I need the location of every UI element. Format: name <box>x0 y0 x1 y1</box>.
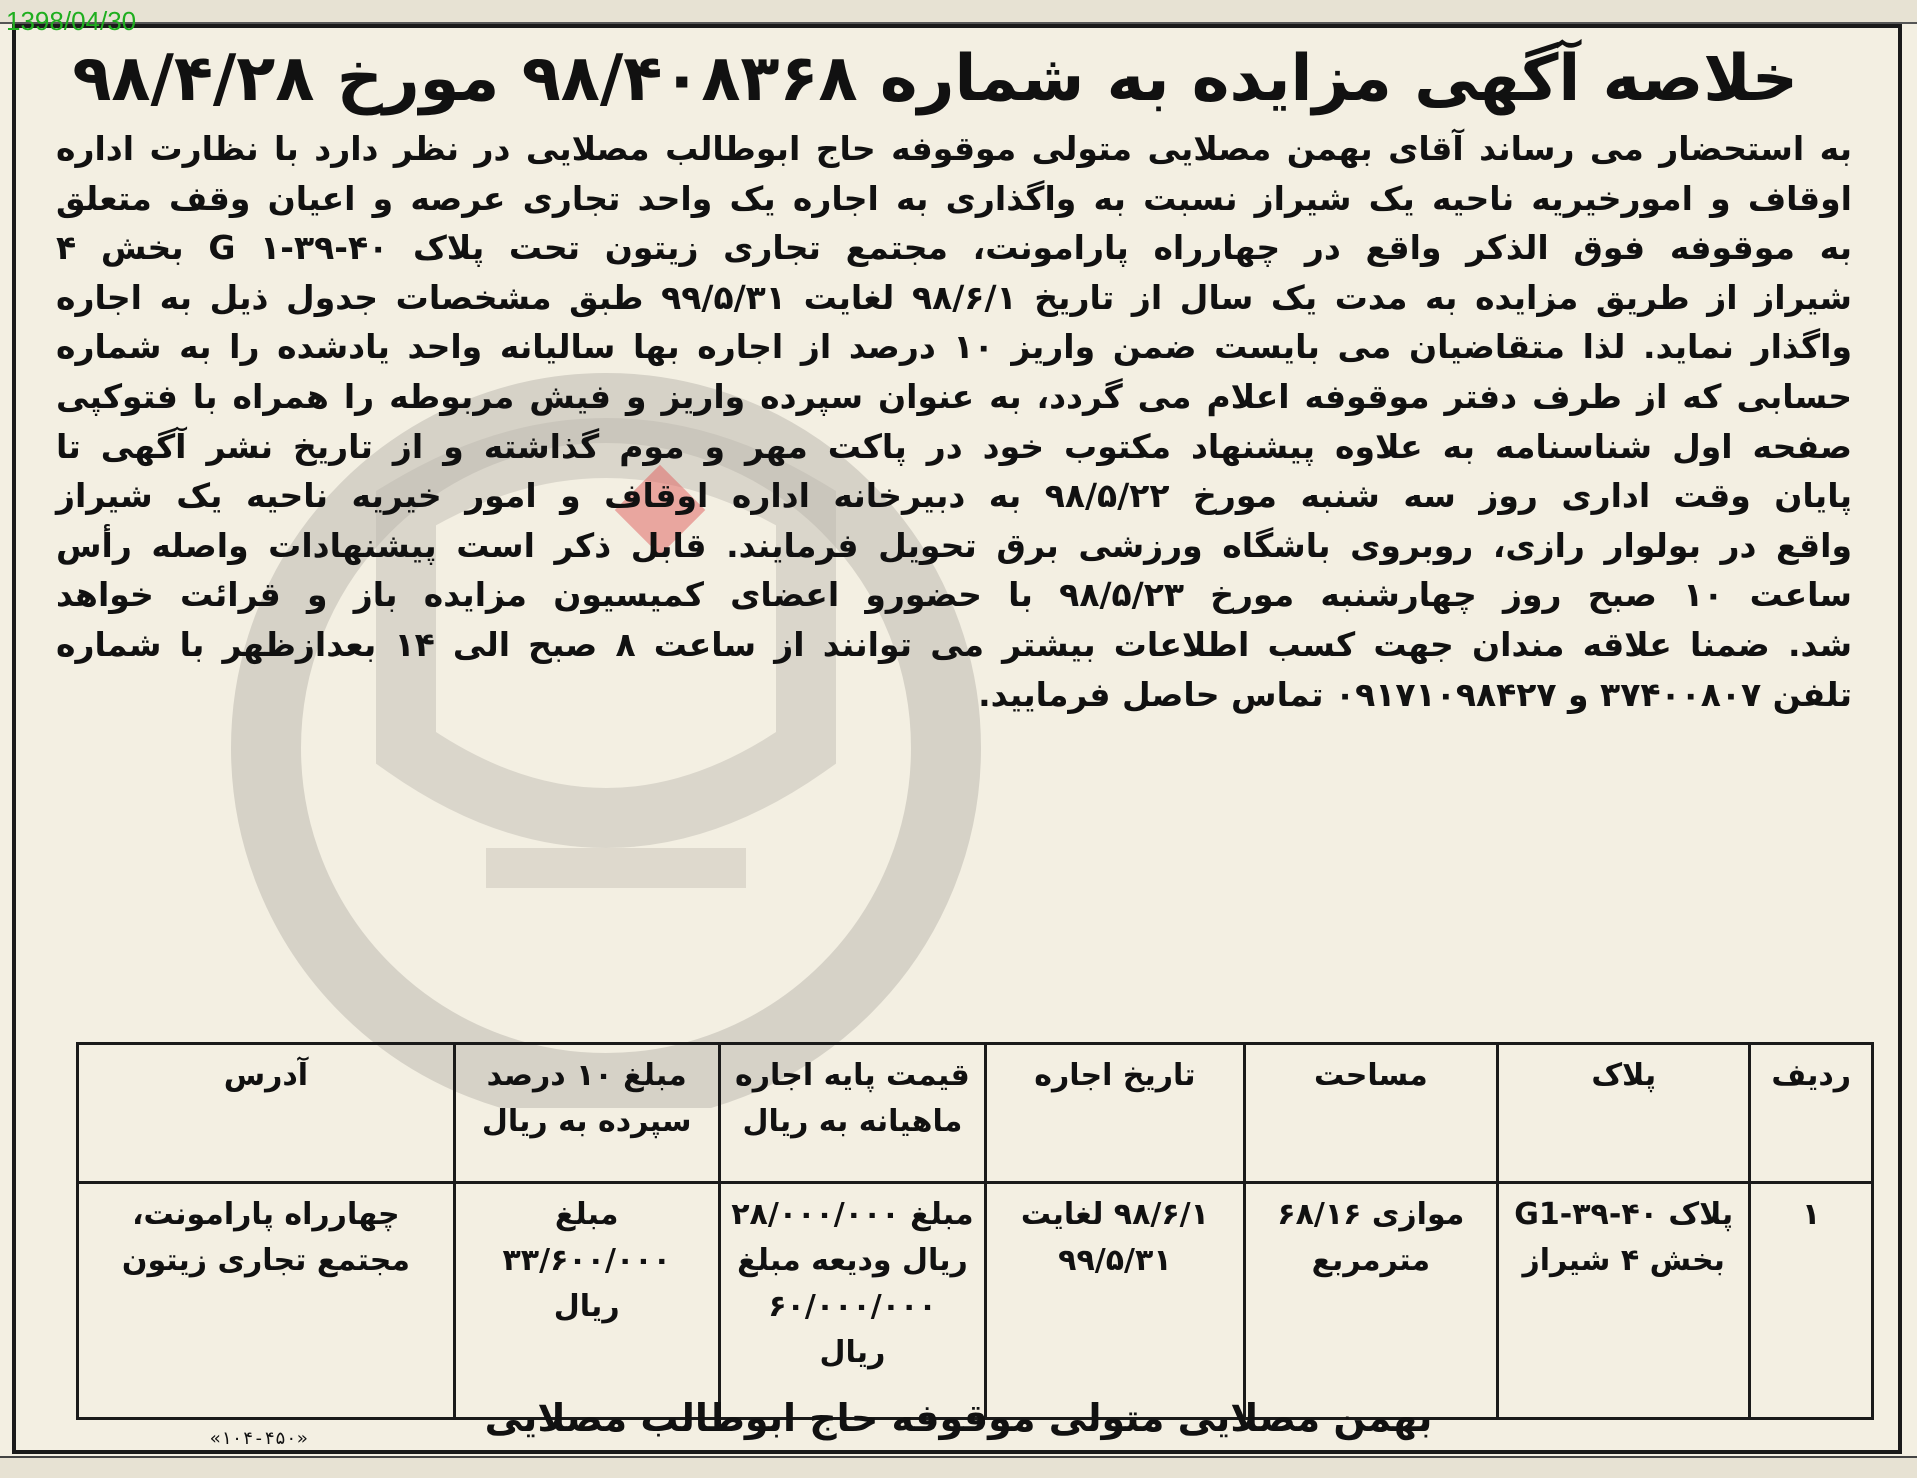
cell-lease-date: ۹۸/۶/۱ لغایت ۹۹/۵/۳۱ <box>986 1183 1244 1419</box>
body-line: تلفن ۳۷۴۰۰۸۰۷ و ۰۹۱۷۱۰۹۸۴۲۷ تماس حاصل فرمایید. <box>978 674 1852 714</box>
cell-area: موازی ۶۸/۱۶ مترمربع <box>1244 1183 1498 1419</box>
date-stamp: 1398/04/30 <box>6 6 137 36</box>
body-line: اوقاف و امورخیریه ناحیه یک شیراز نسبت به واگذاری به اجاره یک واحد تجاری عرصه و اعیان وقف متعلق <box>56 178 1852 218</box>
header-area: مساحت <box>1244 1044 1498 1183</box>
next-ad-strip <box>0 1456 1917 1478</box>
header-deposit: مبلغ ۱۰ درصد سپرده به ریال <box>454 1044 719 1183</box>
cell-deposit: مبلغ ۳۳/۶۰۰/۰۰۰ ریال <box>454 1183 719 1419</box>
header-lease-date: تاریخ اجاره <box>986 1044 1244 1183</box>
cell-base-price: مبلغ ۲۸/۰۰۰/۰۰۰ ریال ودیعه مبلغ ۶۰/۰۰۰/۰۰۰ ریال <box>719 1183 986 1419</box>
header-base-price: قیمت پایه اجاره ماهیانه به ریال <box>719 1044 986 1183</box>
header-row-number: ردیف <box>1750 1044 1873 1183</box>
header-address: آدرس <box>78 1044 455 1183</box>
body-line: به استحضار می رساند آقای بهمن مصلایی متولی موقوفه حاج ابوطالب مصلایی در نظر دارد با نظارت اداره <box>56 129 1852 168</box>
body-line: پایان وقت اداری روز سه شنبه مورخ ۹۸/۵/۲۲ به دبیرخانه اداره اوقاف و امور خیریه ناحیه یک شیراز <box>56 476 1852 516</box>
signature-line: بهمن مصلایی متولی موقوفه حاج ابوطالب مصلایی <box>484 1396 1433 1440</box>
cell-address: چهارراه پارامونت، مجتمع تجاری زیتون <box>78 1183 455 1419</box>
body-line: شیراز از طریق مزایده به مدت یک سال از تاریخ ۹۸/۶/۱ لغایت ۹۹/۵/۳۱ طبق مشخصات جدول ذیل به اجاره <box>56 277 1852 317</box>
body-line: صفحه اول شناسنامه به علاوه پیشنهاد مکتوب خود در پاکت مهر و موم گذاشته و از تاریخ نشر آگهی تا <box>56 426 1852 466</box>
previous-ad-strip <box>0 0 1917 24</box>
ad-code: «۱۰۴-۴۵۰» <box>210 1428 308 1449</box>
cell-row-number: ۱ <box>1750 1183 1873 1419</box>
notice-body <box>56 124 1852 719</box>
notice-frame <box>12 24 1902 1454</box>
body-line: ساعت ۱۰ صبح روز چهارشنبه مورخ ۹۸/۵/۲۳ با حضورو اعضای کمیسیون مزایده باز و قرائت خواهد <box>56 575 1853 615</box>
body-line: واقع در بولوار رازی، روبروی باشگاه ورزشی برق تحویل فرمایند. قابل ذکر است پیشنهادات واصله رأس <box>56 525 1852 565</box>
body-line: حسابی که از طرف دفتر موقوفه اعلام می گردد، به عنوان سپرده واریز و فیش مربوطه را همراه با فتوکپی <box>56 376 1852 416</box>
auction-table <box>76 1042 1874 1420</box>
notice-title-line: خلاصه آگهی مزایده به شماره ۹۸/۴۰۸۳۶۸ مورخ ۹۸/۴/۲۸ <box>72 42 1798 116</box>
header-plate: پلاک <box>1498 1044 1750 1183</box>
notice-title <box>56 40 1858 118</box>
body-line: به موقوفه فوق الذکر واقع در چهارراه پارامونت، مجتمع تجاری زیتون تحت پلاک ۴۰-۳۹-G ۱ بخش ۴ <box>56 228 1852 268</box>
body-line: شد. ضمنا علاقه مندان جهت کسب اطلاعات بیشتر می توانند از ساعت ۸ صبح الی ۱۴ بعدازظهر با شماره <box>56 624 1853 664</box>
table-row <box>78 1183 1873 1419</box>
cell-plate: پلاک ۴۰-۳۹-G1 بخش ۴ شیراز <box>1498 1183 1750 1419</box>
table-header-row <box>78 1044 1873 1183</box>
body-line: واگذار نماید. لذا متقاضیان می بایست ضمن واریز ۱۰ درصد از اجاره بها سالیانه واحد یادشده را به شماره <box>56 327 1852 367</box>
